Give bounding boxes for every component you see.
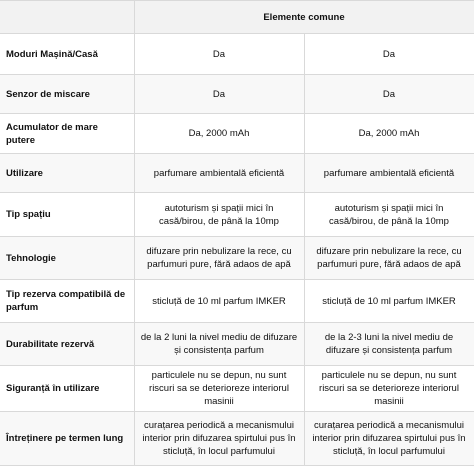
table-header-row bbox=[0, 1, 474, 34]
cell-value: parfumare ambientală eficientă bbox=[304, 154, 474, 193]
cell-value: particulele nu se depun, nu sunt riscuri sa se deterioreze interiorul masinii bbox=[134, 366, 304, 412]
row-label: Durabilitate rezervă bbox=[0, 323, 134, 366]
header-cell-empty bbox=[0, 1, 134, 34]
cell-value: autoturism și spații mici în casă/birou, de până la 10mp bbox=[134, 193, 304, 237]
cell-value: particulele nu se depun, nu sunt riscuri sa se deterioreze interiorul masinii bbox=[304, 366, 474, 412]
row-label: Tip rezerva compatibilă de parfum bbox=[0, 280, 134, 323]
cell-value: curațarea periodică a mecanismului interior prin difuzarea spirtului pus în sticluță, în locul parfumului bbox=[134, 412, 304, 466]
row-label: Siguranță în utilizare bbox=[0, 366, 134, 412]
row-label: Senzor de miscare bbox=[0, 75, 134, 114]
table-row bbox=[0, 412, 474, 466]
table-row bbox=[0, 154, 474, 193]
cell-value: sticluță de 10 ml parfum IMKER bbox=[304, 280, 474, 323]
cell-value: Da bbox=[134, 75, 304, 114]
table-row bbox=[0, 323, 474, 366]
table-row bbox=[0, 34, 474, 75]
cell-value: Da bbox=[304, 75, 474, 114]
row-label: Tip spațiu bbox=[0, 193, 134, 237]
table-row bbox=[0, 114, 474, 154]
cell-value: Da bbox=[304, 34, 474, 75]
row-label: Utilizare bbox=[0, 154, 134, 193]
table-row bbox=[0, 280, 474, 323]
table-row bbox=[0, 237, 474, 280]
cell-value: difuzare prin nebulizare la rece, cu parfumuri pure, fără adaos de apă bbox=[304, 237, 474, 280]
cell-value: de la 2 luni la nivel mediu de difuzare și consistența parfum bbox=[134, 323, 304, 366]
row-label: Moduri Mașină/Casă bbox=[0, 34, 134, 75]
row-label: Întreținere pe termen lung bbox=[0, 412, 134, 466]
table-row bbox=[0, 193, 474, 237]
cell-value: sticluță de 10 ml parfum IMKER bbox=[134, 280, 304, 323]
row-label: Tehnologie bbox=[0, 237, 134, 280]
row-label: Acumulator de mare putere bbox=[0, 114, 134, 154]
table-row bbox=[0, 75, 474, 114]
cell-value: curațarea periodică a mecanismului interior prin difuzarea spirtului pus în sticluță, în locul parfumului bbox=[304, 412, 474, 466]
cell-value: de la 2-3 luni la nivel mediu de difuzare și consistența parfum bbox=[304, 323, 474, 366]
cell-value: Da bbox=[134, 34, 304, 75]
cell-value: autoturism și spații mici în casă/birou, de până la 10mp bbox=[304, 193, 474, 237]
cell-value: Da, 2000 mAh bbox=[304, 114, 474, 154]
header-cell-title: Elemente comune bbox=[134, 1, 474, 34]
cell-value: parfumare ambientală eficientă bbox=[134, 154, 304, 193]
cell-value: difuzare prin nebulizare la rece, cu parfumuri pure, fără adaos de apă bbox=[134, 237, 304, 280]
cell-value: Da, 2000 mAh bbox=[134, 114, 304, 154]
table-row bbox=[0, 366, 474, 412]
